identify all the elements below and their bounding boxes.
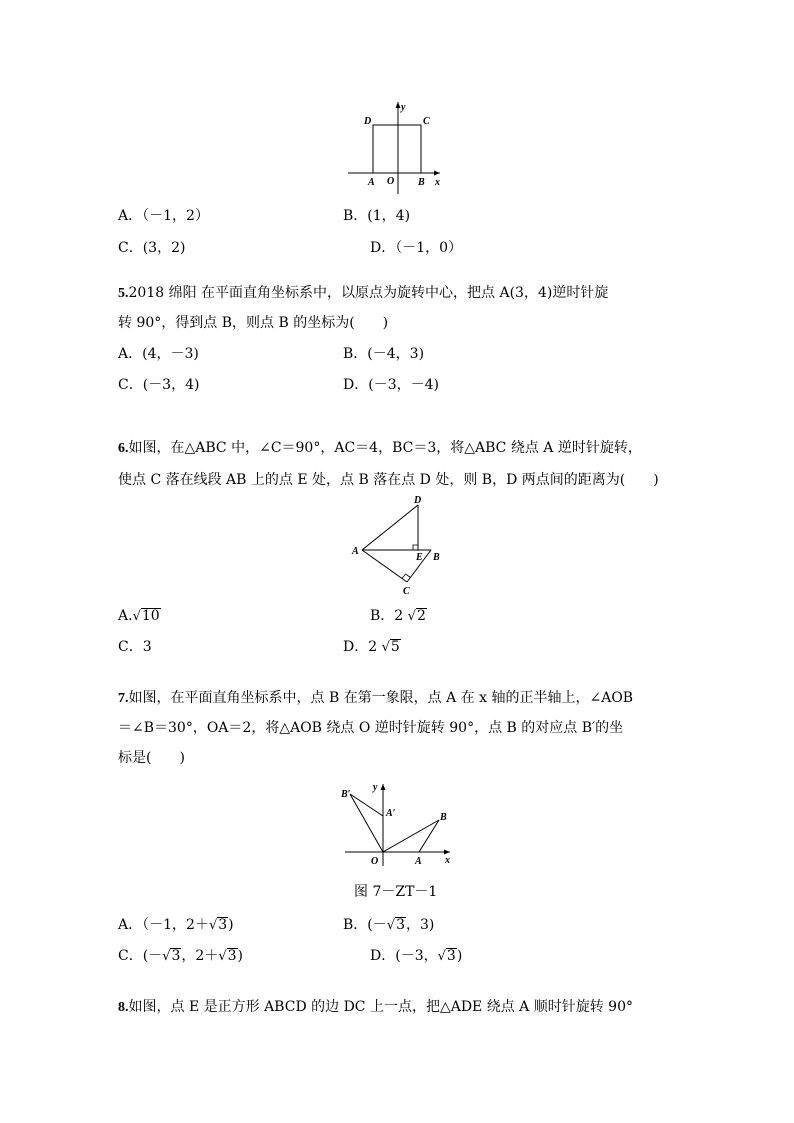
question-number: 7. [118, 691, 129, 706]
q8-text: 如图，点 E 是正方形 ABCD 的边 DC 上一点，把△ADE 绕点 A 顺时针旋转 90° [128, 999, 633, 1015]
label-d: D [364, 116, 372, 127]
q5-option-b[interactable] [343, 344, 424, 364]
option-label: B． [343, 208, 368, 224]
option-text: ，2＋ [181, 948, 219, 964]
label-c: C [403, 586, 410, 597]
q5-stem-line1 [118, 283, 608, 304]
option-value: (3，2) [142, 240, 186, 256]
q5-option-a[interactable] [118, 344, 199, 364]
q4-option-c[interactable] [118, 238, 185, 258]
q6-option-c[interactable] [118, 637, 152, 657]
option-text: （－1，2＋ [142, 917, 209, 933]
option-label: A． [118, 346, 143, 362]
x-axis-arrow [444, 850, 450, 855]
option-value: （－1，0） [395, 240, 463, 256]
q7-option-c[interactable] [118, 946, 243, 967]
option-label: A. [118, 608, 133, 624]
radical-sign: √ [218, 949, 227, 964]
option-value: （－1，2） [142, 208, 209, 224]
coefficient: 2 [394, 608, 404, 624]
triangle-apobp [350, 794, 383, 852]
label-b-prime: B′ [341, 789, 351, 800]
question-number: 5. [118, 286, 129, 301]
label-a: A [352, 546, 359, 557]
radical-sign: √ [132, 609, 141, 624]
q7-stem-line3: 标是( ) [118, 750, 185, 766]
label-b: B [433, 552, 440, 563]
q7-figure [335, 778, 455, 870]
radicand: 3 [446, 948, 456, 964]
option-value: (－3，4) [142, 377, 200, 393]
question-number: 6. [118, 441, 129, 456]
q7-stem-line2: ＝∠B＝30°，OA＝2，将△AOB 绕点 O 逆时针旋转 90°，点 B 的对应点 B′的坐 [118, 720, 624, 736]
option-label: C． [118, 240, 143, 256]
option-value: (－3，－4) [368, 377, 439, 393]
q7-option-d[interactable] [370, 946, 462, 967]
radical-sign: √ [208, 918, 218, 933]
right-angle-mark-c [402, 574, 411, 579]
q5-option-c[interactable] [118, 375, 199, 395]
right-angle-mark-e [413, 545, 418, 550]
segment-ac [362, 550, 407, 582]
option-label: C． [118, 948, 143, 964]
radical-sign: √ [407, 609, 416, 624]
radicand: 10 [141, 608, 160, 624]
question-number: 8. [118, 1000, 129, 1015]
option-text: ) [237, 948, 244, 964]
radicand: 2 [416, 608, 426, 624]
option-value: (－4，3) [367, 346, 425, 362]
option-label: D． [343, 639, 369, 655]
q6-option-a[interactable] [118, 606, 161, 627]
option-label: A． [118, 917, 143, 933]
x-axis-arrow [434, 171, 440, 176]
q5-stem-line2: 转 90°，得到点 B，则点 B 的坐标为( ) [118, 315, 389, 331]
radicand: 3 [218, 917, 228, 933]
radical-sign: √ [162, 949, 171, 964]
label-d: D [414, 495, 422, 506]
option-text: (－3， [395, 948, 438, 964]
label-y: y [373, 782, 378, 793]
q6-text: 如图，在△ABC 中，∠C＝90°，AC＝4，BC＝3，将△ABC 绕点 A 逆时针旋转， [128, 440, 642, 456]
option-text: (－ [367, 917, 387, 933]
radical-sign: √ [381, 640, 390, 655]
option-label: D． [343, 377, 369, 393]
option-text: (－ [142, 948, 163, 964]
label-y: y [401, 102, 406, 113]
label-a: A [415, 856, 422, 867]
option-text: ，3) [405, 917, 435, 933]
q4-option-b[interactable] [343, 206, 410, 226]
option-text: ) [456, 948, 463, 964]
radical-sign: √ [437, 949, 446, 964]
option-label: B． [343, 917, 368, 933]
option-value: (1，4) [367, 208, 411, 224]
option-label: C． [118, 639, 143, 655]
q7-stem-line1 [118, 688, 633, 709]
q6-option-b[interactable] [370, 606, 427, 627]
q7-figure-caption: 图 7－ZT－1 [354, 884, 438, 900]
q5-option-d[interactable] [343, 375, 439, 395]
label-o: O [371, 856, 379, 867]
y-axis-arrow [396, 102, 401, 108]
option-label: B． [343, 346, 368, 362]
triangle-aob [383, 820, 439, 852]
radicand: 3 [227, 948, 237, 964]
q7-option-b[interactable] [343, 915, 434, 936]
option-label: B． [370, 608, 395, 624]
option-label: D． [370, 240, 396, 256]
rectangle-abcd [373, 125, 421, 173]
q6-stem-line2: 使点 C 落在线段 AB 上的点 E 处，点 B 落在点 D 处，则 B，D 两点间的距离为( ) [118, 472, 659, 488]
option-value: 3 [142, 639, 152, 655]
radicand: 3 [396, 917, 405, 933]
label-x: x [445, 855, 450, 866]
option-label: D． [370, 948, 396, 964]
y-axis-arrow [381, 784, 386, 790]
label-x: x [435, 177, 440, 188]
segment-ad [362, 505, 418, 550]
option-text: ) [228, 917, 234, 933]
q6-option-d[interactable] [343, 637, 401, 658]
label-a: A [368, 177, 375, 188]
q4-option-d[interactable] [370, 238, 462, 258]
q7-text: 如图，在平面直角坐标系中，点 B 在第一象限，点 A 在 x 轴的正半轴上，∠AOB [128, 690, 634, 706]
q6-stem-line1 [118, 438, 642, 459]
label-e: E [416, 552, 423, 563]
label-b: B [418, 177, 425, 188]
coefficient: 2 [368, 639, 378, 655]
label-a-prime: A′ [386, 808, 396, 819]
q8-stem-line1 [118, 997, 633, 1018]
option-value: (4，－3) [142, 346, 199, 362]
label-b: B [440, 812, 447, 823]
q7-option-a[interactable] [118, 915, 234, 936]
label-c: C [423, 116, 430, 127]
option-label: A． [118, 208, 143, 224]
radicand: 3 [171, 948, 181, 964]
q4-option-a[interactable] [118, 206, 209, 226]
q4-figure [345, 100, 445, 195]
q5-text: 2018 绵阳 在平面直角坐标系中，以原点为旋转中心，把点 A(3，4)逆时针旋 [128, 285, 609, 301]
label-o: O [387, 176, 395, 187]
q6-figure [345, 493, 455, 598]
radical-sign: √ [386, 918, 396, 933]
radicand: 5 [390, 639, 400, 655]
option-label: C． [118, 377, 143, 393]
